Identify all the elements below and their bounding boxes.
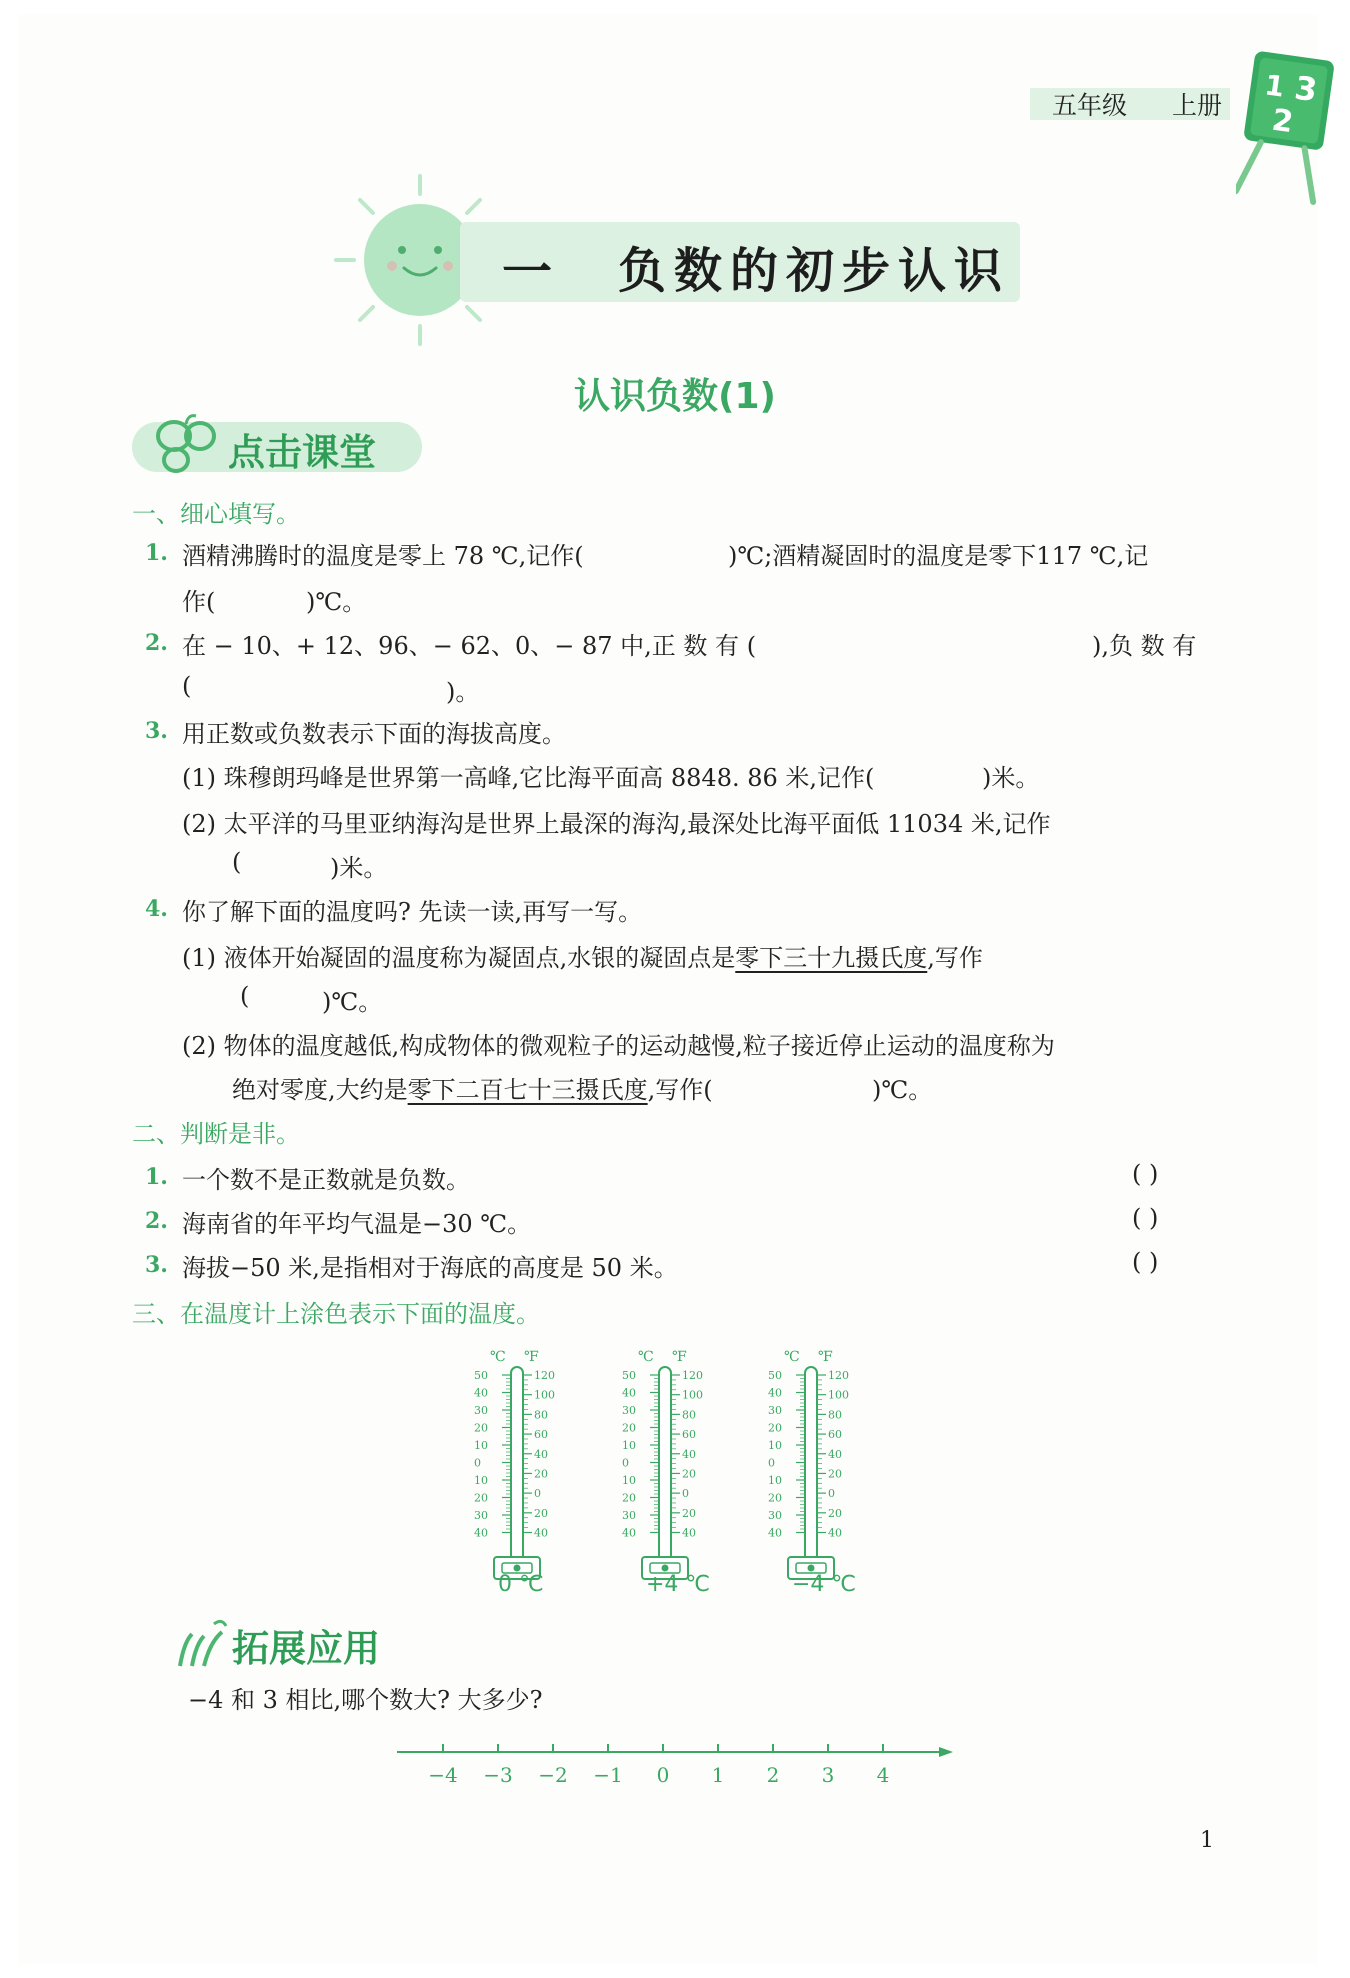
fahrenheit-tick-label: 40 [682, 1526, 696, 1540]
unit-fahrenheit: ℉ [672, 1349, 687, 1365]
unit-fahrenheit: ℉ [524, 1349, 539, 1365]
celsius-tick-label: 40 [474, 1386, 488, 1400]
chapter-title: 负数的初步认识 [618, 243, 1011, 299]
celsius-tick-label: 30 [474, 1404, 488, 1417]
thermometer-tube [805, 1367, 817, 1561]
thermometer-bulb [808, 1565, 815, 1572]
fahrenheit-tick-label: 60 [682, 1428, 696, 1442]
number-line-label: 4 [876, 1763, 890, 1787]
thermometer-tube [511, 1367, 523, 1561]
badge-digit: 2 [1269, 102, 1296, 141]
number-line-label: −4 [428, 1763, 458, 1787]
fahrenheit-tick-label: 20 [682, 1467, 696, 1481]
thermometer[interactable] [472, 1345, 582, 1605]
question-number: 2. [145, 1208, 168, 1234]
fahrenheit-tick-label: 20 [682, 1506, 696, 1520]
part1-heading: 一、细心填写。 [132, 500, 300, 528]
number-line-label: 3 [821, 1763, 835, 1787]
celsius-tick-label: 50 [768, 1369, 782, 1382]
sprout-icon [170, 1612, 230, 1672]
fahrenheit-tick-label: 20 [534, 1467, 548, 1481]
question-text: ,写作( [647, 1076, 713, 1104]
fahrenheit-tick-label: 80 [534, 1408, 548, 1422]
question-text: ( [240, 982, 250, 1010]
volume-label: 上册 [1172, 91, 1223, 120]
question-text: (2) 物体的温度越低,构成物体的微观粒子的运动越慢,粒子接近停止运动的温度称为 [182, 1032, 1055, 1060]
celsius-tick-label: 30 [768, 1404, 782, 1417]
question-text: 在 − 10、+ 12、96、− 62、0、− 87 中,正 数 有 ( [182, 632, 757, 660]
celsius-tick-label: 0 [768, 1456, 775, 1470]
celsius-tick-label: 30 [622, 1404, 636, 1417]
section-title-classroom: 点击课堂 [228, 431, 376, 474]
celsius-tick-label: 10 [474, 1474, 488, 1487]
underlined-text: 零下三十九摄氏度 [735, 944, 928, 972]
celsius-tick-label: 10 [474, 1439, 488, 1452]
fahrenheit-tick-label: 20 [828, 1467, 842, 1481]
celsius-tick-label: 10 [768, 1439, 782, 1452]
celsius-tick-label: 0 [474, 1456, 481, 1470]
part2-heading: 二、判断是非。 [132, 1120, 300, 1148]
number-line-label: 1 [711, 1763, 725, 1787]
fahrenheit-tick-label: 80 [828, 1408, 842, 1422]
page-number: 1 [1200, 1828, 1214, 1853]
fahrenheit-tick-label: 40 [828, 1447, 842, 1461]
question-text: )。 [446, 678, 480, 706]
grade-label: 五年级 [1052, 91, 1128, 120]
part3-heading: 三、在温度计上涂色表示下面的温度。 [132, 1300, 540, 1328]
fahrenheit-tick-label: 100 [682, 1388, 703, 1402]
fahrenheit-tick-label: 0 [534, 1487, 541, 1501]
thermometer[interactable] [620, 1345, 730, 1605]
question-text: 海拔−50 米,是指相对于海底的高度是 50 米。 [182, 1254, 678, 1282]
question-text [232, 1070, 713, 1105]
answer-paren[interactable]: ( ) [1132, 1204, 1159, 1232]
badge-digit: 1 [1262, 68, 1287, 104]
celsius-tick-label: 20 [768, 1491, 782, 1505]
celsius-tick-label: 40 [622, 1526, 636, 1540]
question-text: )℃。 [306, 588, 367, 616]
fahrenheit-tick-label: 120 [682, 1369, 703, 1382]
badge-digit: 3 [1292, 68, 1320, 110]
fahrenheit-tick-label: 40 [828, 1526, 842, 1540]
question-text: 海南省的年平均气温是−30 ℃。 [182, 1210, 532, 1238]
celsius-tick-label: 30 [622, 1509, 636, 1522]
extension-question: −4 和 3 相比,哪个数大? 大多少? [188, 1686, 543, 1714]
question-text: ( [182, 672, 192, 700]
chapter-number: 一 [502, 243, 556, 301]
thermometer-bulb [514, 1565, 521, 1572]
unit-celsius: ℃ [638, 1349, 654, 1365]
fahrenheit-tick-label: 20 [534, 1506, 548, 1520]
unit-celsius: ℃ [490, 1349, 506, 1365]
fahrenheit-tick-label: 100 [534, 1388, 555, 1402]
question-text: 用正数或负数表示下面的海拔高度。 [182, 720, 566, 748]
number-line-label: −1 [593, 1763, 623, 1787]
question-number: 1. [145, 1164, 168, 1190]
question-number: 4. [145, 896, 168, 922]
fahrenheit-tick-label: 0 [682, 1487, 689, 1501]
number-line-label: 2 [766, 1763, 780, 1787]
question-text: )℃;酒精凝固时的温度是零下117 ℃,记 [728, 542, 1149, 570]
unit-celsius: ℃ [784, 1349, 800, 1365]
question-text: )℃。 [322, 988, 383, 1016]
fahrenheit-tick-label: 60 [534, 1428, 548, 1442]
fahrenheit-tick-label: 40 [682, 1447, 696, 1461]
celsius-tick-label: 10 [622, 1474, 636, 1487]
number-line-label: 0 [656, 1763, 670, 1787]
question-text: ),负 数 有 [1092, 632, 1197, 660]
butterfly-icon [152, 414, 222, 478]
question-text: ,写作 [927, 944, 983, 972]
question-number: 3. [145, 1252, 168, 1278]
fahrenheit-tick-label: 100 [828, 1388, 849, 1402]
question-text: )米。 [330, 854, 388, 882]
number-line-label: −3 [483, 1763, 513, 1787]
question-number: 2. [145, 630, 168, 656]
thermometer-tube [659, 1367, 671, 1561]
celsius-tick-label: 50 [622, 1369, 636, 1382]
question-text: 一个数不是正数就是负数。 [182, 1166, 470, 1194]
question-number: 3. [145, 718, 168, 744]
lesson-title: 认识负数(1) [574, 376, 776, 417]
question-text: 绝对零度,大约是 [232, 1076, 408, 1104]
thermometer-label: 0 ℃ [498, 1572, 544, 1597]
celsius-tick-label: 20 [768, 1421, 782, 1435]
celsius-tick-label: 40 [768, 1386, 782, 1400]
fahrenheit-tick-label: 40 [534, 1526, 548, 1540]
fahrenheit-tick-label: 80 [682, 1408, 696, 1422]
fahrenheit-tick-label: 120 [828, 1369, 849, 1382]
fahrenheit-tick-label: 40 [534, 1447, 548, 1461]
celsius-tick-label: 30 [474, 1509, 488, 1522]
fahrenheit-tick-label: 120 [534, 1369, 555, 1382]
celsius-tick-label: 10 [768, 1474, 782, 1487]
question-text: 酒精沸腾时的温度是零上 78 ℃,记作( [182, 542, 584, 570]
celsius-tick-label: 30 [768, 1509, 782, 1522]
thermometer-label: +4 ℃ [646, 1572, 711, 1597]
question-number: 1. [145, 540, 168, 566]
thermometer-label: −4 ℃ [792, 1572, 857, 1597]
celsius-tick-label: 40 [474, 1526, 488, 1540]
thermometer[interactable] [766, 1345, 876, 1605]
question-text: 你了解下面的温度吗? 先读一读,再写一写。 [182, 898, 643, 926]
question-text: )℃。 [872, 1076, 933, 1104]
fahrenheit-tick-label: 20 [828, 1506, 842, 1520]
celsius-tick-label: 50 [474, 1369, 488, 1382]
question-text: (1) 液体开始凝固的温度称为凝固点,水银的凝固点是 [182, 944, 736, 972]
fahrenheit-tick-label: 0 [828, 1487, 835, 1501]
celsius-tick-label: 40 [768, 1526, 782, 1540]
unit-fahrenheit: ℉ [818, 1349, 833, 1365]
question-text: (1) 珠穆朗玛峰是世界第一高峰,它比海平面高 8848. 86 米,记作( [182, 764, 875, 792]
celsius-tick-label: 20 [622, 1421, 636, 1435]
celsius-tick-label: 0 [622, 1456, 629, 1470]
underlined-text: 零下二百七十三摄氏度 [407, 1076, 648, 1104]
celsius-tick-label: 20 [474, 1421, 488, 1435]
number-line-label: −2 [538, 1763, 568, 1787]
fahrenheit-tick-label: 60 [828, 1428, 842, 1442]
chalkboard-icon [1236, 48, 1346, 208]
question-text [182, 938, 983, 973]
celsius-tick-label: 10 [622, 1439, 636, 1452]
question-text: )米。 [982, 764, 1040, 792]
question-text: 作( [182, 588, 216, 616]
celsius-tick-label: 20 [474, 1491, 488, 1505]
celsius-tick-label: 20 [622, 1491, 636, 1505]
question-text: ( [232, 848, 242, 876]
question-text: (2) 太平洋的马里亚纳海沟是世界上最深的海沟,最深处比海平面低 11034 米,记作 [182, 810, 1051, 838]
thermometer-bulb [662, 1565, 669, 1572]
number-line [395, 1738, 955, 1808]
section-title-extension: 拓展应用 [232, 1627, 380, 1670]
answer-paren[interactable]: ( ) [1132, 1160, 1159, 1188]
celsius-tick-label: 40 [622, 1386, 636, 1400]
answer-paren[interactable]: ( ) [1132, 1248, 1159, 1276]
